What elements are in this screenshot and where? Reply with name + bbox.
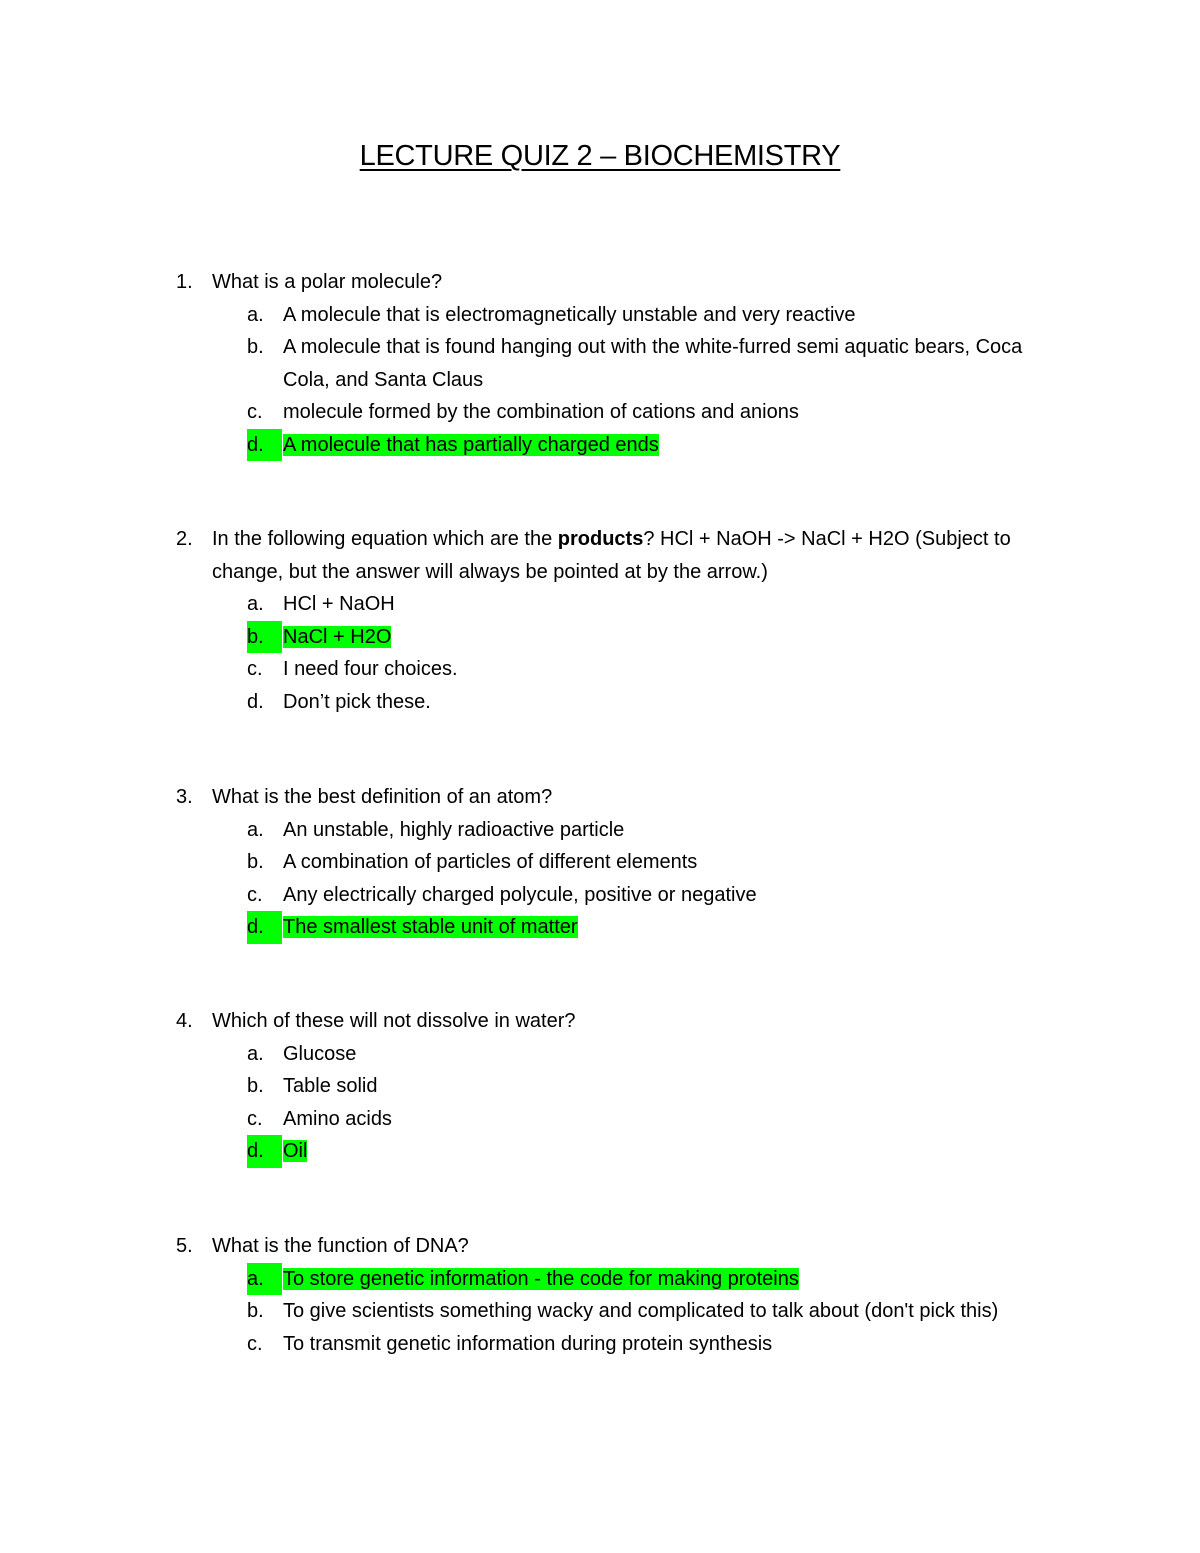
option-letter: b. (247, 336, 264, 358)
option-text: I need four choices. (283, 658, 458, 680)
option-letter: d. (247, 911, 282, 944)
question-prompt: What is a polar molecule? (212, 271, 443, 293)
question-text (176, 1230, 1062, 1263)
option-letter: b. (247, 1300, 264, 1322)
question-prompt: What is the function of DNA? (212, 1235, 469, 1257)
question-number: 1. (176, 271, 193, 293)
option-text: A combination of particles of different elements (283, 851, 698, 873)
option-item-correct (247, 911, 1073, 944)
page-title: LECTURE QUIZ 2 – BIOCHEMISTRY (359, 140, 841, 172)
option-letter: b. (247, 621, 282, 654)
option-text: To store genetic information - the code for making proteins (283, 1267, 799, 1290)
question-text (176, 1005, 1062, 1038)
question-5 (0, 1230, 1200, 1360)
question-prompt: Which of these will not dissolve in water? (212, 1010, 576, 1032)
question-prompt: What is the best definition of an atom? (212, 786, 553, 808)
option-item-correct (247, 429, 1073, 462)
option-text: An unstable, highly radioactive particle (283, 818, 625, 841)
question-number: 3. (176, 786, 193, 808)
option-text: To give scientists something wacky and complicated to talk about (don't pick this) (283, 1300, 999, 1322)
option-item (247, 1328, 1073, 1361)
question-text (176, 266, 1062, 299)
option-letter: c. (247, 658, 263, 680)
option-item (247, 1070, 1073, 1103)
option-text: Oil (283, 1140, 308, 1162)
option-text: molecule formed by the combination of cations and anions (283, 401, 799, 423)
option-item (247, 396, 1073, 429)
question-prompt-start: In the following equation which are the (212, 528, 558, 550)
option-list (0, 588, 1200, 718)
question-2 (0, 523, 1200, 718)
option-letter: a. (247, 303, 264, 326)
question-number: 4. (176, 1010, 193, 1032)
option-text: HCl + NaOH (283, 593, 395, 615)
option-text: A molecule that is electromagnetically unstable and very reactive (283, 303, 856, 326)
option-item (247, 653, 1073, 686)
option-text: Any electrically charged polycule, positive or negative (283, 883, 757, 906)
option-item (247, 1295, 1073, 1328)
option-item (247, 1038, 1073, 1071)
option-letter: b. (247, 1075, 264, 1097)
question-prompt-end: ? HCl + NaOH -> NaCl + H2O (Subject to change, but the answer will always be pointed at by the arrow.) (212, 528, 1011, 583)
option-letter: c. (247, 1332, 263, 1355)
question-number: 5. (176, 1235, 193, 1257)
question-1 (0, 266, 1200, 461)
question-text (176, 781, 1062, 814)
option-text: To transmit genetic information during protein synthesis (283, 1332, 773, 1355)
option-text: A molecule that has partially charged ends (283, 433, 659, 456)
option-letter: a. (247, 1263, 282, 1296)
option-item (247, 588, 1073, 621)
option-item (247, 299, 1073, 332)
question-text (176, 523, 1062, 588)
option-letter: c. (247, 1107, 263, 1130)
option-item (247, 814, 1073, 847)
option-letter: d. (247, 429, 282, 462)
option-text: The smallest stable unit of matter (283, 916, 578, 938)
option-text: Amino acids (283, 1107, 392, 1130)
option-letter: c. (247, 883, 263, 906)
question-number: 2. (176, 528, 193, 550)
option-item (247, 331, 1073, 396)
option-item (247, 879, 1073, 912)
option-letter: b. (247, 851, 264, 873)
option-text: Glucose (283, 1042, 357, 1065)
option-letter: d. (247, 1135, 282, 1168)
option-text: Don’t pick these. (283, 690, 431, 713)
option-item-correct (247, 1135, 1073, 1168)
option-letter: a. (247, 1042, 264, 1065)
option-list (0, 299, 1200, 462)
option-item (247, 846, 1073, 879)
option-text: A molecule that is found hanging out with the white-furred semi aquatic bears, Coca Cola, and Santa Claus (283, 336, 1023, 391)
option-letter: a. (247, 593, 264, 615)
option-item (247, 686, 1073, 719)
question-4 (0, 1005, 1200, 1168)
option-list (0, 1263, 1200, 1361)
option-list (0, 814, 1200, 944)
option-letter: a. (247, 818, 264, 841)
option-list (0, 1038, 1200, 1168)
option-item (247, 1103, 1073, 1136)
option-item-correct (247, 1263, 1073, 1296)
option-item-correct (247, 621, 1073, 654)
option-letter: c. (247, 401, 263, 423)
option-text: NaCl + H2O (283, 625, 392, 648)
option-letter: d. (247, 690, 264, 713)
question-prompt-bold: products (557, 528, 644, 550)
question-3 (0, 781, 1200, 944)
option-text: Table solid (283, 1075, 378, 1097)
